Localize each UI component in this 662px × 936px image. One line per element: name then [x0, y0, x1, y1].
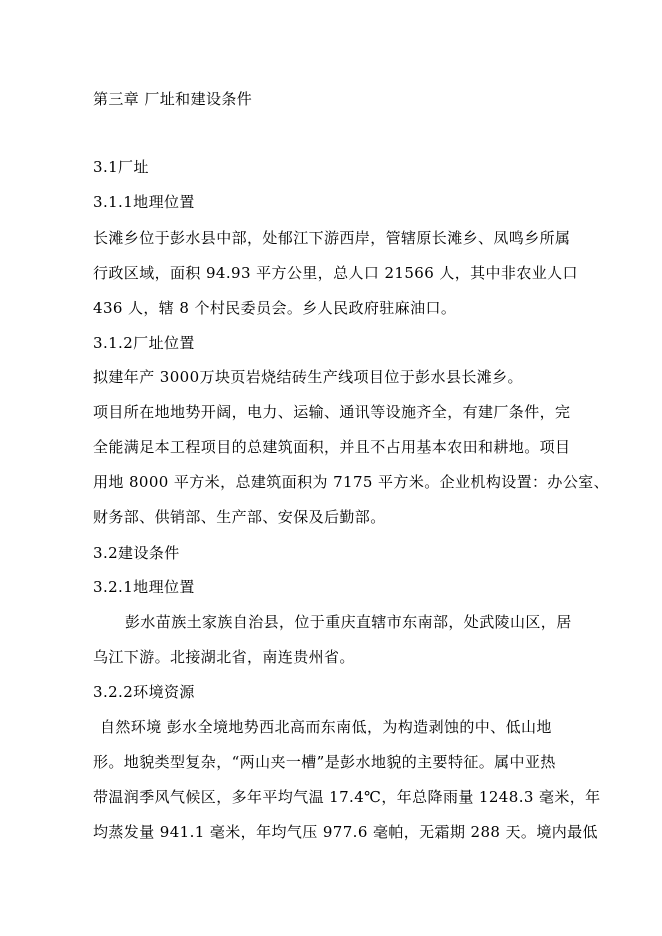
paragraph-line: 436 人，辖 8 个村民委员会。乡人民政府驻麻油口。 — [93, 299, 457, 317]
paragraph-line: 用地 8000 平方米，总建筑面积为 7175 平方米。企业机构设置：办公室、 — [93, 473, 610, 491]
paragraph-line: 自然环境 彭水全境地势西北高而东南低，为构造剥蚀的中、低山地 — [100, 718, 552, 736]
paragraph-line: 形。地貌类型复杂，“两山夹一槽”是彭水地貌的主要特征。属中亚热 — [93, 753, 556, 771]
paragraph-line: 乌江下游。北接湖北省，南连贵州省。 — [93, 648, 355, 666]
subsection-heading-3-2-1: 3.2.1地理位置 — [93, 578, 195, 596]
paragraph-line: 行政区域，面积 94.93 平方公里，总人口 21566 人，其中非农业人口 — [93, 264, 578, 282]
paragraph-line: 长滩乡位于彭水县中部，处郁江下游西岸，管辖原长滩乡、凤鸣乡所属 — [93, 229, 571, 247]
paragraph-line: 拟建年产 3000万块页岩烧结砖生产线项目位于彭水县长滩乡。 — [93, 368, 523, 386]
paragraph-line: 彭水苗族土家族自治县，位于重庆直辖市东南部，处武陵山区，居 — [125, 613, 572, 631]
subsection-heading-3-1-1: 3.1.1地理位置 — [93, 193, 195, 211]
section-heading-3-2: 3.2建设条件 — [93, 544, 180, 562]
subsection-heading-3-2-2: 3.2.2环境资源 — [93, 683, 195, 701]
paragraph-line: 带温润季风气候区，多年平均气温 17.4℃，年总降雨量 1248.3 毫米，年 — [93, 788, 601, 806]
chapter-title: 第三章 厂址和建设条件 — [93, 90, 253, 108]
paragraph-line: 均蒸发量 941.1 毫米，年均气压 977.6 毫帕，无霜期 288 天。境内最低 — [93, 823, 598, 841]
paragraph-line: 全能满足本工程项目的总建筑面积，并且不占用基本农田和耕地。项目 — [93, 438, 571, 456]
section-heading-3-1: 3.1厂址 — [93, 158, 149, 176]
paragraph-line: 项目所在地地势开阔，电力、运输、通讯等设施齐全，有建厂条件，完 — [93, 403, 571, 421]
subsection-heading-3-1-2: 3.1.2厂址位置 — [93, 334, 195, 352]
paragraph-line: 财务部、供销部、生产部、安保及后勤部。 — [93, 508, 386, 526]
